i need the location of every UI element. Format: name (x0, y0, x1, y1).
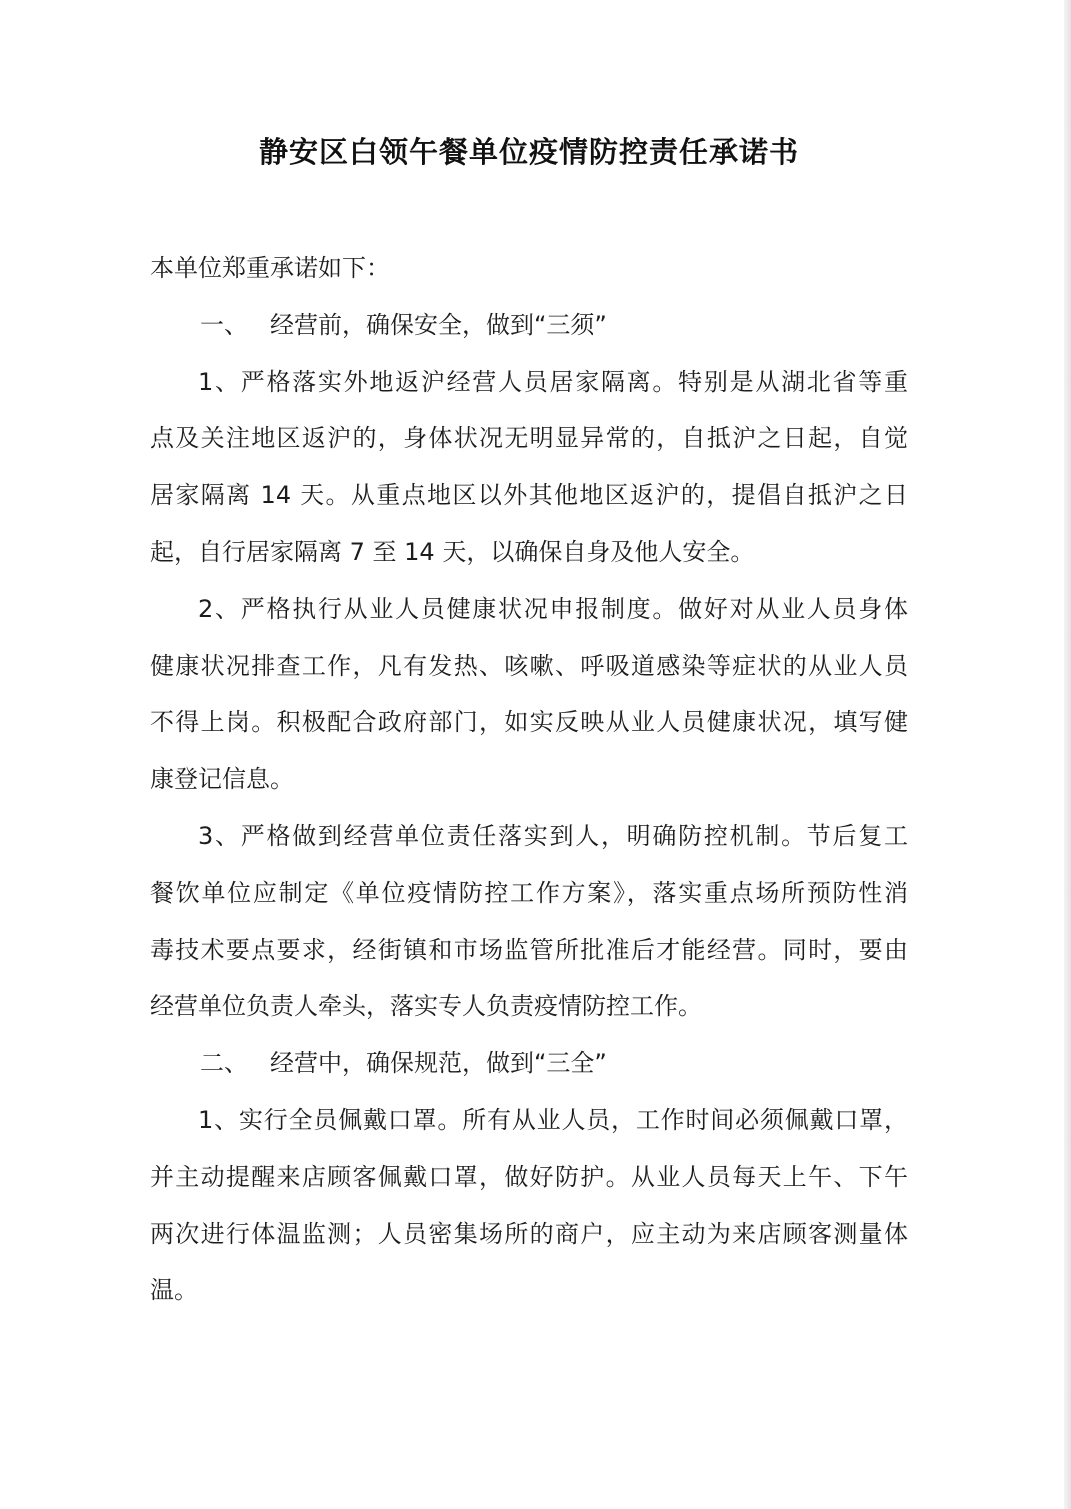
paragraph-line: 居家隔离 14 天。从重点地区以外其他地区返沪的，提倡自抵沪之日 (150, 481, 908, 510)
paragraph-line: 健康状况排查工作，凡有发热、咳嗽、呼吸道感染等症状的从业人员 (150, 651, 908, 680)
document-body (150, 240, 908, 1319)
page-edge-shadow (1064, 0, 1071, 1509)
paragraph-line: 经营单位负责人牵头，落实专人负责疫情防控工作。 (150, 992, 702, 1021)
paragraph-line: 1、严格落实外地返沪经营人员居家隔离。特别是从湖北省等重 (198, 367, 908, 396)
paragraph-line: 不得上岗。积极配合政府部门，如实反映从业人员健康状况，填写健 (150, 708, 908, 737)
section-1-heading (150, 297, 908, 354)
paragraph-line: 起，自行居家隔离 7 至 14 天，以确保自身及他人安全。 (150, 537, 755, 566)
section-2-number: 二、 (200, 1049, 248, 1078)
paragraph-line: 2、严格执行从业人员健康状况申报制度。做好对从业人员身体 (198, 594, 908, 623)
paragraph-line: 餐饮单位应制定《单位疫情防控工作方案》，落实重点场所预防性消 (150, 878, 908, 907)
paragraph-line: 并主动提醒来店顾客佩戴口罩，做好防护。从业人员每天上午、下午 (150, 1162, 908, 1191)
paragraph-line: 毒技术要点要求，经街镇和市场监管所批准后才能经营。同时，要由 (150, 935, 908, 964)
section-2-title: 经营中，确保规范，做到“三全” (270, 1049, 607, 1078)
paragraph-line: 点及关注地区返沪的，身体状况无明显异常的，自抵沪之日起，自觉 (150, 424, 908, 453)
section-1-title: 经营前，确保安全，做到“三须” (270, 310, 607, 339)
intro-line: 本单位郑重承诺如下： (150, 254, 390, 282)
paragraph-line: 1、实行全员佩戴口罩。所有从业人员，工作时间必须佩戴口罩， (198, 1105, 908, 1134)
section-1-number: 一、 (200, 310, 248, 339)
section-2-heading (150, 1035, 908, 1092)
paragraph-line: 康登记信息。 (150, 765, 294, 794)
paragraph-line: 3、严格做到经营单位责任落实到人，明确防控机制。节后复工 (198, 821, 908, 850)
document-title: 静安区白领午餐单位疫情防控责任承诺书 (258, 135, 799, 169)
paragraph-line: 两次进行体温监测；人员密集场所的商户，应主动为来店顾客测量体 (150, 1219, 908, 1248)
paragraph-line: 温。 (150, 1276, 198, 1305)
